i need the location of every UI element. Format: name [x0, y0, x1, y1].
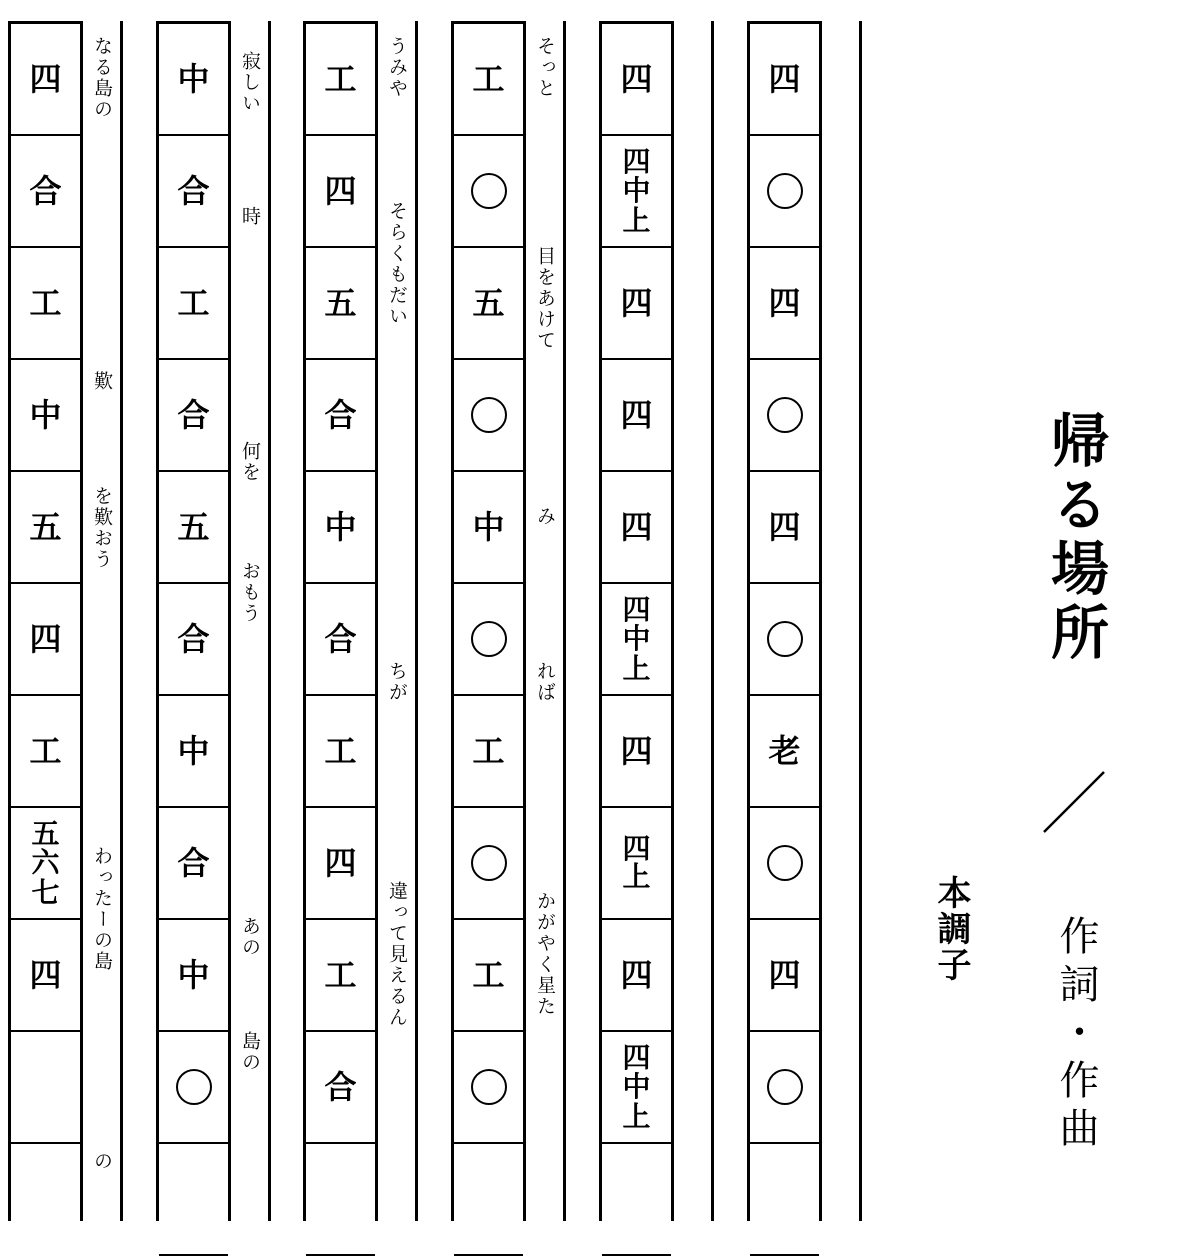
- note-char: 老: [768, 732, 801, 770]
- note-symbol: [324, 396, 357, 434]
- notes-column: [451, 21, 526, 1221]
- note-cell: [602, 808, 671, 920]
- note-cell: [11, 472, 80, 584]
- note-symbol: [177, 956, 210, 994]
- note-char: 四: [620, 732, 653, 770]
- note-symbol: [622, 1040, 651, 1133]
- rest-circle-icon: [471, 173, 507, 209]
- note-cell: [11, 696, 80, 808]
- title-separator: [1040, 770, 1110, 840]
- note-symbol: [29, 284, 62, 322]
- note-cell: [454, 808, 523, 920]
- note-symbol: [620, 732, 653, 770]
- note-char: 四: [768, 956, 801, 994]
- lyrics-column: [822, 21, 862, 1221]
- note-cell: [306, 136, 375, 248]
- note-cell: [306, 24, 375, 136]
- rest-circle-icon: [767, 845, 803, 881]
- note-cell: [11, 584, 80, 696]
- lyric-segment: み: [534, 506, 556, 527]
- note-cell: [11, 808, 80, 920]
- note-cell: [11, 248, 80, 360]
- note-char: 上: [622, 651, 651, 685]
- note-cell: [159, 360, 228, 472]
- note-char: 中: [622, 174, 651, 208]
- note-cell: [602, 696, 671, 808]
- note-cell: [306, 808, 375, 920]
- note-char: 中: [622, 1070, 651, 1104]
- rest-circle-icon: [471, 397, 507, 433]
- note-cell: [306, 584, 375, 696]
- rest-circle-icon: [767, 621, 803, 657]
- note-cell: [11, 1032, 80, 1144]
- note-char: 四: [622, 144, 651, 178]
- note-cell: [306, 472, 375, 584]
- note-cell: [159, 808, 228, 920]
- lyric-segment: 何を: [239, 441, 261, 483]
- lyrics-column: [231, 21, 271, 1221]
- lyric-segment: 目をあけて: [534, 246, 556, 351]
- note-char: 工: [29, 284, 62, 322]
- note-cell: [454, 920, 523, 1032]
- note-cell: [750, 584, 819, 696]
- note-cell: [602, 1032, 671, 1144]
- rest-circle-icon: [471, 621, 507, 657]
- note-char: 四: [620, 284, 653, 322]
- lyric-segment: おもう: [239, 561, 261, 624]
- note-symbol: [324, 732, 357, 770]
- notes-column: [303, 21, 378, 1221]
- note-symbol: [620, 396, 653, 434]
- note-cell: [11, 920, 80, 1032]
- note-cell: [454, 1032, 523, 1144]
- note-cell: [750, 1144, 819, 1256]
- note-cell: [750, 248, 819, 360]
- note-symbol: [472, 508, 505, 546]
- note-char: 四: [620, 396, 653, 434]
- note-symbol: [177, 284, 210, 322]
- lyric-segment: を歎おう: [91, 486, 113, 570]
- note-cell: [306, 920, 375, 1032]
- note-cell: [750, 360, 819, 472]
- note-symbol: [29, 732, 62, 770]
- note-symbol: [29, 60, 62, 98]
- note-cell: [602, 248, 671, 360]
- note-cell: [159, 584, 228, 696]
- note-char: 合: [177, 620, 210, 658]
- lyric-segment: なる島の: [91, 36, 113, 120]
- note-char: 工: [177, 284, 210, 322]
- note-char: 合: [177, 172, 210, 210]
- note-char: 中: [177, 956, 210, 994]
- note-symbol: [622, 144, 651, 237]
- note-cell: [159, 920, 228, 1032]
- lyric-segment: 違って見えるん: [386, 881, 408, 1028]
- notes-column: [156, 21, 231, 1221]
- note-symbol: [31, 816, 60, 909]
- lyric-segment: そっと: [534, 36, 556, 99]
- notes-column: [747, 21, 822, 1221]
- lyric-segment: かがやく星た: [534, 891, 556, 1017]
- note-symbol: [29, 172, 62, 210]
- note-symbol: [472, 732, 505, 770]
- note-cell: [602, 584, 671, 696]
- rest-circle-icon: [767, 173, 803, 209]
- note-char: 四: [768, 60, 801, 98]
- note-symbol: [472, 60, 505, 98]
- note-symbol: [622, 832, 651, 893]
- note-symbol: [324, 620, 357, 658]
- note-symbol: [29, 508, 62, 546]
- note-char: 合: [29, 172, 62, 210]
- note-cell: [306, 248, 375, 360]
- note-cell: [454, 472, 523, 584]
- note-symbol: [622, 592, 651, 685]
- lyric-segment: の: [91, 1151, 113, 1172]
- note-char: 工: [324, 956, 357, 994]
- note-cell: [454, 136, 523, 248]
- note-cell: [454, 360, 523, 472]
- note-char: 四: [29, 60, 62, 98]
- lyric-segment: 寂しい: [239, 51, 261, 114]
- note-char: 合: [177, 396, 210, 434]
- note-cell: [306, 360, 375, 472]
- note-cell: [159, 24, 228, 136]
- note-char: 中: [324, 508, 357, 546]
- note-symbol: [768, 284, 801, 322]
- note-cell: [454, 248, 523, 360]
- note-symbol: [620, 284, 653, 322]
- note-cell: [750, 696, 819, 808]
- notes-column: [8, 21, 83, 1221]
- note-cell: [159, 248, 228, 360]
- note-cell: [159, 472, 228, 584]
- note-char: 五: [472, 284, 505, 322]
- note-symbol: [29, 396, 62, 434]
- rest-circle-icon: [471, 845, 507, 881]
- note-symbol: [29, 620, 62, 658]
- note-cell: [159, 1032, 228, 1144]
- lyric-segment: うみや: [386, 36, 408, 99]
- note-cell: [602, 136, 671, 248]
- rest-circle-icon: [176, 1069, 212, 1105]
- note-char: 合: [324, 1068, 357, 1106]
- note-char: 上: [622, 1099, 651, 1133]
- lyric-segment: そらくもだい: [386, 201, 408, 327]
- note-cell: [750, 472, 819, 584]
- note-cell: [159, 1144, 228, 1256]
- lyric-segment: 時: [239, 206, 261, 227]
- lyrics-column: [83, 21, 123, 1221]
- note-char: 中: [622, 622, 651, 656]
- note-char: 四: [620, 508, 653, 546]
- note-symbol: [177, 620, 210, 658]
- note-symbol: [324, 844, 357, 882]
- note-char: 合: [177, 844, 210, 882]
- note-char: 四: [324, 844, 357, 882]
- note-char: 四: [620, 60, 653, 98]
- note-char: 五: [177, 508, 210, 546]
- notes-column: [599, 21, 674, 1221]
- note-char: 中: [472, 508, 505, 546]
- note-cell: [454, 24, 523, 136]
- note-symbol: [177, 60, 210, 98]
- lyrics-column: [674, 21, 714, 1221]
- note-symbol: [324, 60, 357, 98]
- note-char: 工: [472, 732, 505, 770]
- note-char: 工: [324, 60, 357, 98]
- note-symbol: [324, 284, 357, 322]
- note-cell: [750, 136, 819, 248]
- rest-circle-icon: [471, 1069, 507, 1105]
- note-symbol: [177, 396, 210, 434]
- note-symbol: [620, 60, 653, 98]
- rest-circle-icon: [767, 1069, 803, 1105]
- note-cell: [159, 136, 228, 248]
- note-char: 中: [29, 396, 62, 434]
- note-cell: [306, 1144, 375, 1256]
- note-cell: [159, 696, 228, 808]
- note-char: 工: [472, 60, 505, 98]
- note-symbol: [324, 508, 357, 546]
- note-symbol: [472, 284, 505, 322]
- lyric-segment: 歎: [91, 371, 113, 392]
- note-char: 四: [29, 956, 62, 994]
- note-cell: [750, 24, 819, 136]
- note-char: 工: [472, 956, 505, 994]
- lyrics-column: [378, 21, 418, 1221]
- note-symbol: [177, 732, 210, 770]
- lyrics-column: [526, 21, 566, 1221]
- rest-circle-icon: [767, 397, 803, 433]
- note-cell: [602, 920, 671, 1032]
- note-char: 五: [324, 284, 357, 322]
- lyric-segment: 島の: [239, 1031, 261, 1073]
- note-char: 四: [768, 508, 801, 546]
- note-char: 七: [31, 875, 60, 909]
- note-char: 四: [324, 172, 357, 210]
- note-char: 四: [622, 592, 651, 626]
- note-symbol: [768, 956, 801, 994]
- note-cell: [750, 1032, 819, 1144]
- note-cell: [306, 1032, 375, 1144]
- note-char: 四: [768, 284, 801, 322]
- note-cell: [11, 136, 80, 248]
- note-char: 中: [177, 60, 210, 98]
- note-char: 五: [29, 508, 62, 546]
- note-cell: [750, 920, 819, 1032]
- note-char: 中: [177, 732, 210, 770]
- note-symbol: [768, 508, 801, 546]
- note-cell: [602, 472, 671, 584]
- note-char: 五: [31, 816, 60, 850]
- note-cell: [454, 584, 523, 696]
- note-char: 工: [29, 732, 62, 770]
- note-symbol: [177, 172, 210, 210]
- note-char: 四: [620, 956, 653, 994]
- credit-label: 作詞・作曲: [1053, 915, 1099, 1155]
- note-cell: [306, 696, 375, 808]
- note-symbol: [768, 60, 801, 98]
- note-symbol: [472, 956, 505, 994]
- note-cell: [750, 808, 819, 920]
- note-char: 四: [622, 832, 651, 865]
- note-char: 合: [324, 620, 357, 658]
- note-symbol: [324, 956, 357, 994]
- note-char: 工: [324, 732, 357, 770]
- note-symbol: [324, 172, 357, 210]
- note-char: 四: [622, 1040, 651, 1074]
- note-symbol: [620, 956, 653, 994]
- song-title: 帰る場所: [1041, 410, 1109, 666]
- tuning-label: 本調子: [931, 875, 971, 983]
- note-char: 合: [324, 396, 357, 434]
- note-cell: [11, 360, 80, 472]
- lyric-segment: わったーの島: [91, 846, 113, 972]
- note-symbol: [29, 956, 62, 994]
- note-cell: [454, 696, 523, 808]
- note-cell: [602, 24, 671, 136]
- note-symbol: [620, 508, 653, 546]
- note-cell: [454, 1144, 523, 1256]
- note-char: 四: [29, 620, 62, 658]
- note-symbol: [324, 1068, 357, 1106]
- note-cell: [602, 360, 671, 472]
- note-symbol: [768, 732, 801, 770]
- note-char: 六: [31, 846, 60, 880]
- lyric-segment: れば: [534, 661, 556, 703]
- note-symbol: [177, 508, 210, 546]
- note-cell: [602, 1144, 671, 1256]
- note-symbol: [177, 844, 210, 882]
- note-char: 上: [622, 860, 651, 893]
- lyric-segment: あの: [239, 916, 261, 958]
- lyric-segment: ちが: [386, 661, 408, 703]
- note-char: 上: [622, 203, 651, 237]
- note-cell: [11, 24, 80, 136]
